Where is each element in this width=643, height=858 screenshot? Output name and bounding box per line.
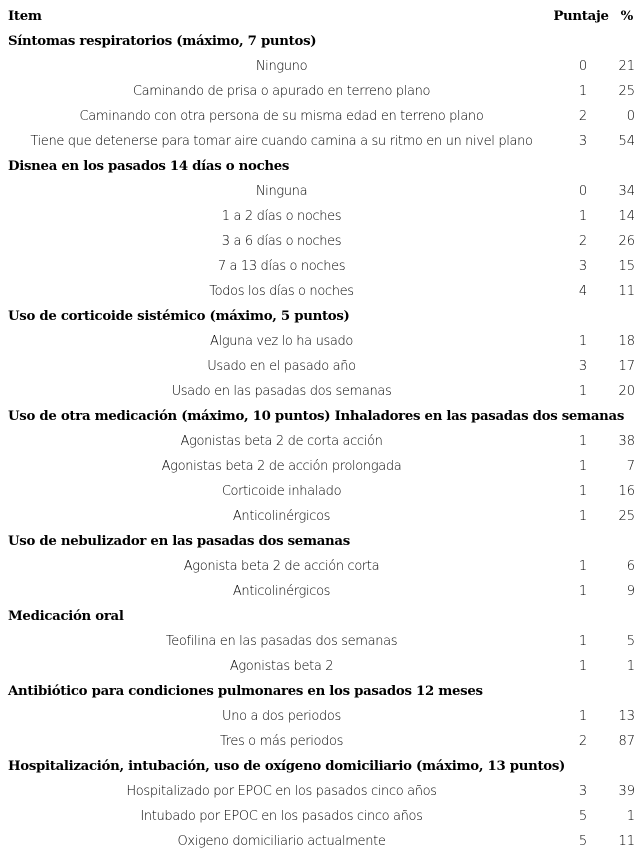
section-title (0, 679, 643, 704)
row-score: 0 (578, 59, 588, 74)
row-item: Uno a dos periodos (222, 709, 341, 724)
row-percent: 15 (618, 259, 635, 274)
header-score: Puntaje (553, 9, 609, 24)
table-header (0, 4, 643, 29)
table-row (0, 79, 643, 104)
row-score: 1 (578, 559, 588, 574)
row-percent: 26 (618, 234, 635, 249)
row-score: 1 (578, 209, 588, 224)
row-score: 0 (578, 184, 588, 199)
row-percent: 5 (626, 634, 635, 649)
row-score: 1 (578, 334, 588, 349)
table-row (0, 454, 643, 479)
row-item: Agonistas beta 2 de acción prolongada (161, 459, 402, 474)
section-title (0, 29, 643, 54)
table-row (0, 54, 643, 79)
row-item: Hospitalizado por EPOC en los pasados cinco años (126, 784, 437, 799)
table-row (0, 554, 643, 579)
row-score: 1 (578, 659, 588, 674)
section-title-text: Uso de nebulizador en las pasadas dos semanas (8, 534, 350, 549)
row-percent: 54 (618, 134, 635, 149)
row-score: 1 (578, 584, 588, 599)
row-score: 1 (578, 634, 588, 649)
row-item: Oxigeno domiciliario actualmente (177, 834, 386, 849)
row-item: Tiene que detenerse para tomar aire cuando camina a su ritmo en un nivel plano (30, 134, 533, 149)
row-item: Usado en el pasado año (207, 359, 356, 374)
row-score: 1 (578, 509, 588, 524)
section-title (0, 529, 643, 554)
row-percent: 17 (618, 359, 635, 374)
section-title (0, 154, 643, 179)
row-percent: 1 (626, 809, 635, 824)
table-row (0, 579, 643, 604)
row-item: Caminando con otra persona de su misma edad en terreno plano (79, 109, 484, 124)
row-item: 7 a 13 días o noches (217, 259, 346, 274)
row-item: 1 a 2 días o noches (221, 209, 342, 224)
section-title (0, 754, 643, 779)
table-row (0, 729, 643, 754)
row-score: 3 (578, 359, 588, 374)
row-score: 4 (578, 284, 588, 299)
section-title-text: Medicación oral (8, 609, 124, 624)
row-percent: 7 (626, 459, 635, 474)
table-row (0, 254, 643, 279)
table-row (0, 704, 643, 729)
table-row (0, 629, 643, 654)
row-percent: 38 (618, 434, 635, 449)
table-row (0, 229, 643, 254)
section-title-text: Uso de otra medicación (máximo, 10 puntos) Inhaladores en las pasadas dos semanas (8, 409, 625, 424)
row-score: 1 (578, 434, 588, 449)
row-item: Agonistas beta 2 (229, 659, 334, 674)
row-percent: 9 (626, 584, 635, 599)
table-row (0, 654, 643, 679)
section-title (0, 404, 643, 429)
row-score: 5 (578, 834, 588, 849)
row-item: Intubado por EPOC en los pasados cinco años (140, 809, 423, 824)
section-title-text: Síntomas respiratorios (máximo, 7 puntos) (8, 34, 317, 49)
table-row (0, 279, 643, 304)
row-score: 2 (578, 234, 588, 249)
table-row (0, 504, 643, 529)
row-score: 1 (578, 84, 588, 99)
row-item: Anticolinérgicos (232, 509, 331, 524)
row-percent: 0 (626, 109, 635, 124)
row-percent: 16 (618, 484, 635, 499)
row-percent: 11 (618, 284, 635, 299)
table-row (0, 104, 643, 129)
table-row (0, 329, 643, 354)
row-percent: 20 (618, 384, 635, 399)
row-percent: 39 (618, 784, 635, 799)
row-item: Ninguno (255, 59, 308, 74)
section-title-text: Uso de corticoide sistémico (máximo, 5 puntos) (8, 309, 350, 324)
row-score: 3 (578, 259, 588, 274)
table-row (0, 804, 643, 829)
row-item: Tres o más periodos (219, 734, 344, 749)
row-score: 1 (578, 384, 588, 399)
row-item: Teofilina en las pasadas dos semanas (165, 634, 398, 649)
row-percent: 87 (618, 734, 635, 749)
section-title-text: Disnea en los pasados 14 días o noches (8, 159, 290, 174)
table-row (0, 779, 643, 804)
row-percent: 25 (618, 84, 635, 99)
row-item: Alguna vez lo ha usado (209, 334, 354, 349)
section-title-text: Hospitalización, intubación, uso de oxígeno domiciliario (máximo, 13 puntos) (8, 759, 566, 774)
row-score: 3 (578, 134, 588, 149)
table-row (0, 204, 643, 229)
row-percent: 18 (618, 334, 635, 349)
row-percent: 25 (618, 509, 635, 524)
row-score: 1 (578, 484, 588, 499)
table-body (0, 29, 643, 854)
row-score: 3 (578, 784, 588, 799)
row-percent: 14 (618, 209, 635, 224)
row-item: Usado en las pasadas dos semanas (171, 384, 392, 399)
row-item: Anticolinérgicos (232, 584, 331, 599)
header-item: Item (8, 9, 42, 24)
table-row (0, 379, 643, 404)
row-score: 1 (578, 459, 588, 474)
table-row (0, 354, 643, 379)
row-score: 2 (578, 734, 588, 749)
header-percent: % (620, 9, 633, 24)
row-percent: 11 (618, 834, 635, 849)
row-percent: 21 (618, 59, 635, 74)
row-item: Todos los días o noches (209, 284, 354, 299)
row-item: Agonista beta 2 de acción corta (183, 559, 380, 574)
row-score: 2 (578, 109, 588, 124)
section-title (0, 604, 643, 629)
table-row (0, 429, 643, 454)
table-row (0, 129, 643, 154)
row-item: Agonistas beta 2 de corta acción (180, 434, 383, 449)
row-score: 1 (578, 709, 588, 724)
scoring-table (0, 4, 643, 854)
row-percent: 1 (626, 659, 635, 674)
row-percent: 13 (618, 709, 635, 724)
row-item: Corticoide inhalado (221, 484, 342, 499)
section-title (0, 304, 643, 329)
section-title-text: Antibiótico para condiciones pulmonares en los pasados 12 meses (8, 684, 483, 699)
row-item: 3 a 6 días o noches (221, 234, 342, 249)
row-item: Ninguna (255, 184, 308, 199)
table-row (0, 829, 643, 854)
row-percent: 6 (626, 559, 635, 574)
row-score: 5 (578, 809, 588, 824)
table-row (0, 179, 643, 204)
table-row (0, 479, 643, 504)
row-item: Caminando de prisa o apurado en terreno plano (132, 84, 431, 99)
row-percent: 34 (618, 184, 635, 199)
